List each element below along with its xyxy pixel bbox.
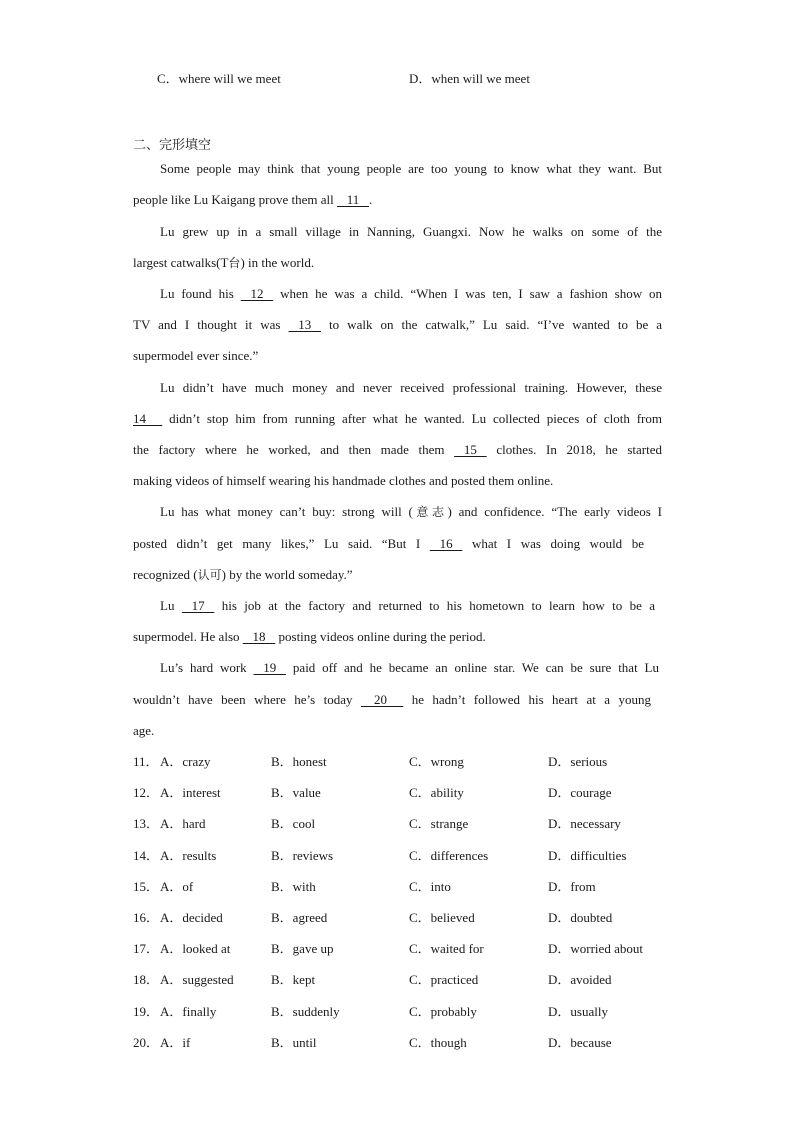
option-a[interactable]: A．finally <box>160 1004 217 1019</box>
option-d[interactable]: D．avoided <box>548 972 612 987</box>
passage-line <box>133 441 662 459</box>
passage-line <box>133 191 662 209</box>
passage-text: largest catwalks(T <box>133 255 229 270</box>
option-d[interactable]: D．worried about <box>548 941 643 956</box>
question-number: 16． <box>133 910 160 925</box>
passage-line <box>133 316 662 334</box>
passage-line: making videos of himself wearing his handmade clothes and posted them online. <box>133 473 554 488</box>
option-a[interactable]: A．interest <box>160 785 221 800</box>
option-c[interactable]: C．ability <box>409 785 464 800</box>
option-b[interactable]: B．agreed <box>271 910 328 925</box>
option-b[interactable]: B．until <box>271 1035 317 1050</box>
section-title: 二、完形填空 <box>133 138 212 153</box>
option-c[interactable]: C．though <box>409 1035 467 1050</box>
passage-line: age. <box>133 723 155 738</box>
option-b[interactable]: B．honest <box>271 754 327 769</box>
passage-line <box>160 659 659 677</box>
option-c[interactable]: C．into <box>409 879 451 894</box>
option-b[interactable]: B．gave up <box>271 941 334 956</box>
prev-option-c: C．where will we meet <box>157 71 281 86</box>
blank-16: 16 <box>429 536 463 551</box>
passage-line: Lu didn’t have much money and never received professional training. However, these <box>160 380 662 395</box>
passage-text: to walk on the catwalk,” Lu said. “I’ve wanted to be a <box>329 317 663 332</box>
passage-line <box>133 535 644 553</box>
passage-text: 台 <box>228 256 241 270</box>
passage-line <box>133 410 662 428</box>
passage-text: 意志 <box>412 505 448 519</box>
passage-text: people like Lu Kaigang prove them all <box>133 192 334 207</box>
option-d[interactable]: D．because <box>548 1035 612 1050</box>
option-a[interactable]: A．of <box>160 879 194 894</box>
option-b[interactable]: B．kept <box>271 972 316 987</box>
question-number: 17． <box>133 941 160 956</box>
passage-text: wouldn’t have been where he’s today <box>133 692 353 707</box>
passage-text: posted didn’t get many likes,” Lu said. “But I <box>133 536 421 551</box>
passage-line <box>133 691 651 709</box>
blank-19: 19 <box>253 660 287 675</box>
option-d[interactable]: D．doubted <box>548 910 613 925</box>
prev-option-d: D．when will we meet <box>409 71 530 86</box>
option-d[interactable]: D．necessary <box>548 816 621 831</box>
option-a[interactable]: A．crazy <box>160 754 211 769</box>
passage-text: his job at the factory and returned to his hometown to learn how to be a <box>221 598 656 613</box>
option-b[interactable]: B．suddenly <box>271 1004 340 1019</box>
blank-15: 15 <box>454 442 487 457</box>
option-c[interactable]: C．differences <box>409 848 489 863</box>
passage-text: posting videos online during the period. <box>278 629 486 644</box>
blank-20: 20 <box>361 692 404 707</box>
passage-text: Lu <box>160 598 175 613</box>
passage-text: supermodel. He also <box>133 629 240 644</box>
passage-text: Lu’s hard work <box>160 660 247 675</box>
passage-line <box>133 628 662 646</box>
passage-text: ) in the world. <box>240 255 315 270</box>
blank-11: 11 <box>336 192 369 207</box>
option-c[interactable]: C．believed <box>409 910 475 925</box>
blank-18: 18 <box>242 629 276 644</box>
option-d[interactable]: D．courage <box>548 785 612 800</box>
question-number: 18． <box>133 972 160 987</box>
passage-text: Lu found his <box>160 286 234 301</box>
passage-text: ) by the world someday.” <box>221 567 353 582</box>
passage-line: Lu grew up in a small village in Nanning, Guangxi. Now he walks on some of the <box>160 224 662 239</box>
passage-text: paid off and he became an online star. We can be sure that Lu <box>292 660 659 675</box>
option-c[interactable]: C．practiced <box>409 972 479 987</box>
question-number: 12． <box>133 785 160 800</box>
passage-text: Lu has what money can’t buy: strong will ( <box>160 504 413 519</box>
option-a[interactable]: A．results <box>160 848 217 863</box>
passage-line <box>160 597 655 615</box>
option-b[interactable]: B．with <box>271 879 316 894</box>
passage-text: the factory where he worked, and then made them <box>133 442 445 457</box>
passage-text: ) and confidence. “The early videos I <box>447 504 662 519</box>
passage-line: Some people may think that young people are too young to know what they want. But <box>160 161 662 176</box>
option-a[interactable]: A．decided <box>160 910 223 925</box>
passage-line <box>160 503 662 521</box>
option-c[interactable]: C．probably <box>409 1004 477 1019</box>
passage-text: didn’t stop him from running after what he wanted. Lu collected pieces of cloth from <box>169 411 663 426</box>
passage-text: . <box>369 192 373 207</box>
question-number: 11． <box>133 754 159 769</box>
passage-text: when he was a child. “When I was ten, I saw a fashion show on <box>280 286 663 301</box>
question-number: 15． <box>133 879 160 894</box>
option-d[interactable]: D．serious <box>548 754 608 769</box>
passage-text: he hadn’t followed his heart at a young <box>411 692 652 707</box>
question-number: 19． <box>133 1004 160 1019</box>
option-b[interactable]: B．reviews <box>271 848 334 863</box>
question-number: 14． <box>133 848 160 863</box>
question-number: 13． <box>133 816 160 831</box>
option-a[interactable]: A．if <box>160 1035 191 1050</box>
passage-line <box>133 566 662 584</box>
option-a[interactable]: A．looked at <box>160 941 231 956</box>
blank-17: 17 <box>181 598 215 613</box>
option-a[interactable]: A．suggested <box>160 972 234 987</box>
passage-text: TV and I thought it was <box>133 317 281 332</box>
blank-12: 12 <box>240 286 274 301</box>
option-b[interactable]: B．value <box>271 785 321 800</box>
passage-text: what I was doing would be <box>471 536 645 551</box>
blank-14: 14 <box>133 411 163 426</box>
passage-line <box>160 285 662 303</box>
option-b[interactable]: B．cool <box>271 816 316 831</box>
question-number: 20． <box>133 1035 160 1050</box>
option-d[interactable]: D．from <box>548 879 596 894</box>
passage-text: clothes. In 2018, he started <box>496 442 663 457</box>
passage-line: supermodel ever since.” <box>133 348 259 363</box>
option-a[interactable]: A．hard <box>160 816 206 831</box>
option-c[interactable]: C．strange <box>409 816 469 831</box>
option-d[interactable]: D．usually <box>548 1004 608 1019</box>
passage-text: 认可 <box>197 568 222 582</box>
option-d[interactable]: D．difficulties <box>548 848 627 863</box>
option-c[interactable]: C．waited for <box>409 941 484 956</box>
passage-text: recognized ( <box>133 567 198 582</box>
blank-13: 13 <box>288 317 322 332</box>
option-c[interactable]: C．wrong <box>409 754 464 769</box>
passage-line <box>133 254 662 272</box>
